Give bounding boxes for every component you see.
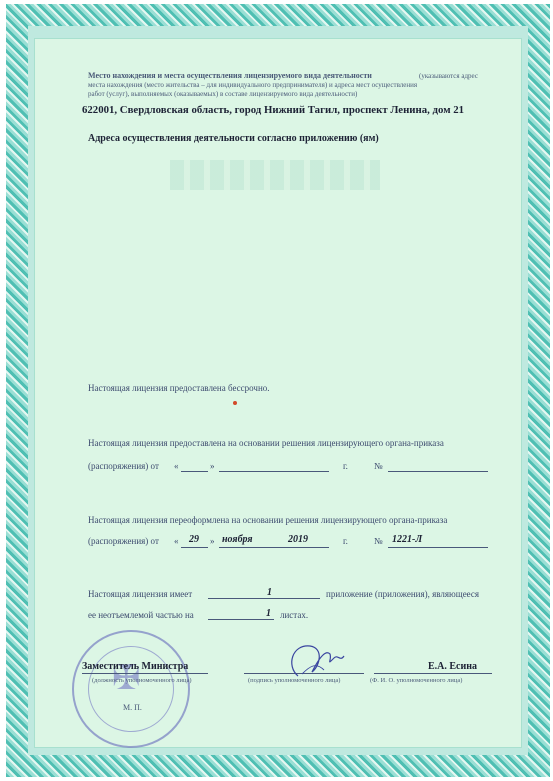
name-caption: (Ф. И. О. уполномоченного лица) — [370, 677, 463, 684]
indefinite-clause: Настоящая лицензия предоставлена бессрочно. — [88, 383, 270, 393]
location-caption-note: работ (услуг), выполняемых (оказываемых) в составе лицензируемого вида деятельности) — [88, 90, 358, 98]
grant-number-sign: № — [374, 461, 383, 471]
appendix-sheets-count: 1 — [266, 608, 271, 619]
grant-basis-line: Настоящая лицензия предоставлена на основании решения лицензирующего органа-приказа — [88, 438, 444, 448]
grant-month-blank — [219, 471, 329, 472]
activity-addresses-note: Адреса осуществления деятельности согласно приложению (ям) — [88, 133, 379, 144]
stray-mark — [233, 401, 237, 405]
reissue-day: 29 — [189, 534, 199, 545]
reissue-quote-close: » — [210, 536, 215, 546]
reissue-order-prefix: (распоряжения) от — [88, 536, 159, 546]
signatory-name: Е.А. Есина — [428, 661, 478, 672]
appendix-sheets-prefix: ее неотъемлемой частью на — [88, 610, 194, 620]
address-line: 622001, Свердловская область, город Нижний Тагил, проспект Ленина, дом 21 — [82, 104, 465, 116]
appendix-sheets-suffix: листах. — [280, 610, 309, 620]
name-underline — [374, 673, 492, 674]
location-caption-note: (указываются адрес — [419, 72, 478, 80]
grant-number-blank — [388, 471, 488, 472]
grant-day-blank — [181, 471, 208, 472]
appendix-count-underline — [208, 598, 320, 599]
background-pattern — [170, 160, 380, 190]
grant-order-prefix: (распоряжения) от — [88, 461, 159, 471]
official-seal — [72, 630, 190, 748]
appendix-suffix: приложение (приложения), являющееся — [326, 589, 480, 599]
reissue-quote-open: « — [174, 536, 179, 546]
reissue-date-underline — [219, 547, 329, 548]
reissue-number-sign: № — [374, 536, 383, 546]
position-caption: (должность уполномоченного лица) — [92, 677, 192, 684]
coat-of-arms-icon: ✠ — [112, 660, 141, 697]
reissue-basis-line: Настоящая лицензия переоформлена на основании решения лицензирующего органа-приказа — [88, 515, 448, 525]
reissue-year-suffix: г. — [343, 536, 348, 546]
location-caption: Место нахождения и места осуществления лицензируемого вида деятельности — [88, 71, 372, 80]
grant-quote-open: « — [174, 461, 179, 471]
signature-caption: (подпись уполномоченного лица) — [248, 677, 341, 684]
appendix-prefix: Настоящая лицензия имеет — [88, 589, 193, 599]
grant-quote-close: » — [210, 461, 215, 471]
reissue-month: ноября — [222, 534, 253, 545]
signatory-position: Заместитель Министра — [82, 661, 189, 672]
reissue-number-underline — [388, 547, 488, 548]
location-caption-note: места нахождения (место жительства – для индивидуального предпринимателя) и адреса мест осуществления — [88, 81, 418, 89]
reissue-year: 2019 — [288, 534, 308, 545]
grant-year-suffix: г. — [343, 461, 348, 471]
position-underline — [82, 673, 208, 674]
appendix-count: 1 — [267, 587, 272, 598]
reissue-day-underline — [181, 547, 208, 548]
reissue-number: 1221-Л — [392, 534, 423, 545]
handwritten-signature — [280, 636, 350, 686]
appendix-sheets-underline — [208, 619, 274, 620]
stamp-place-label: М. П. — [123, 703, 142, 712]
